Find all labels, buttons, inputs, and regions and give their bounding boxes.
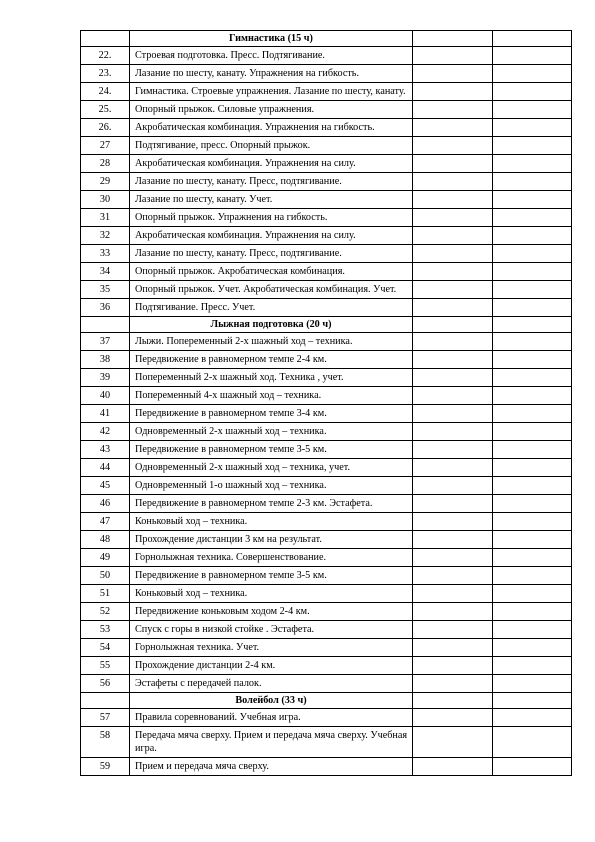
table-row bbox=[81, 441, 572, 459]
table-row bbox=[81, 459, 572, 477]
lesson-number: 53 bbox=[81, 621, 130, 639]
lesson-number: 27 bbox=[81, 137, 130, 155]
date-plan-cell bbox=[413, 191, 493, 209]
table-row bbox=[81, 351, 572, 369]
date-plan-cell bbox=[413, 675, 493, 693]
table-row bbox=[81, 758, 572, 776]
lesson-number: 40 bbox=[81, 387, 130, 405]
lesson-number: 57 bbox=[81, 709, 130, 727]
date-fact-cell bbox=[493, 65, 572, 83]
date-plan-cell bbox=[413, 709, 493, 727]
lesson-topic: Попеременный 2-х шажный ход. Техника , учет. bbox=[130, 369, 413, 387]
lesson-number: 34 bbox=[81, 263, 130, 281]
date-plan-cell bbox=[413, 441, 493, 459]
lesson-number: 41 bbox=[81, 405, 130, 423]
date-fact-cell bbox=[493, 675, 572, 693]
date-fact-cell bbox=[493, 351, 572, 369]
lesson-number: 26. bbox=[81, 119, 130, 137]
section-date-cell bbox=[413, 317, 493, 333]
date-plan-cell bbox=[413, 227, 493, 245]
date-plan-cell bbox=[413, 621, 493, 639]
lesson-topic: Прохождение дистанции 2-4 км. bbox=[130, 657, 413, 675]
date-fact-cell bbox=[493, 585, 572, 603]
date-fact-cell bbox=[493, 567, 572, 585]
date-fact-cell bbox=[493, 119, 572, 137]
lesson-number: 39 bbox=[81, 369, 130, 387]
date-plan-cell bbox=[413, 83, 493, 101]
lesson-number: 50 bbox=[81, 567, 130, 585]
lesson-number: 23. bbox=[81, 65, 130, 83]
lesson-number: 35 bbox=[81, 281, 130, 299]
lesson-topic: Коньковый ход – техника. bbox=[130, 585, 413, 603]
table-row bbox=[81, 657, 572, 675]
lesson-topic: Акробатическая комбинация. Упражнения на гибкость. bbox=[130, 119, 413, 137]
date-fact-cell bbox=[493, 227, 572, 245]
table-row bbox=[81, 101, 572, 119]
date-plan-cell bbox=[413, 351, 493, 369]
section-date-cell bbox=[413, 31, 493, 47]
date-fact-cell bbox=[493, 209, 572, 227]
table-row bbox=[81, 727, 572, 758]
lesson-number: 38 bbox=[81, 351, 130, 369]
lesson-number: 25. bbox=[81, 101, 130, 119]
lesson-topic: Лазание по шесту, канату. Упражнения на гибкость. bbox=[130, 65, 413, 83]
table-row bbox=[81, 603, 572, 621]
lesson-topic: Одновременный 2-х шажный ход – техника, учет. bbox=[130, 459, 413, 477]
lesson-number: 47 bbox=[81, 513, 130, 531]
date-plan-cell bbox=[413, 173, 493, 191]
date-plan-cell bbox=[413, 263, 493, 281]
table-row bbox=[81, 137, 572, 155]
lesson-topic: Горнолыжная техника. Совершенствование. bbox=[130, 549, 413, 567]
date-plan-cell bbox=[413, 495, 493, 513]
date-fact-cell bbox=[493, 531, 572, 549]
table-row bbox=[81, 47, 572, 65]
table-row bbox=[81, 495, 572, 513]
date-plan-cell bbox=[413, 281, 493, 299]
date-fact-cell bbox=[493, 441, 572, 459]
lesson-topic: Одновременный 1-о шажный ход – техника. bbox=[130, 477, 413, 495]
section-number-cell bbox=[81, 693, 130, 709]
date-fact-cell bbox=[493, 191, 572, 209]
table-row bbox=[81, 477, 572, 495]
lesson-topic: Передвижение в равномерном темпе 2-3 км. Эстафета. bbox=[130, 495, 413, 513]
lesson-number: 48 bbox=[81, 531, 130, 549]
date-fact-cell bbox=[493, 137, 572, 155]
lesson-topic: Прием и передача мяча сверху. bbox=[130, 758, 413, 776]
section-title: Волейбол (33 ч) bbox=[130, 693, 413, 709]
lesson-topic: Лазание по шесту, канату. Пресс, подтягивание. bbox=[130, 173, 413, 191]
date-plan-cell bbox=[413, 209, 493, 227]
lesson-number: 56 bbox=[81, 675, 130, 693]
date-fact-cell bbox=[493, 245, 572, 263]
date-plan-cell bbox=[413, 101, 493, 119]
date-plan-cell bbox=[413, 758, 493, 776]
date-plan-cell bbox=[413, 585, 493, 603]
lesson-number: 36 bbox=[81, 299, 130, 317]
table-row bbox=[81, 209, 572, 227]
table-row bbox=[81, 263, 572, 281]
lesson-topic: Спуск с горы в низкой стойке . Эстафета. bbox=[130, 621, 413, 639]
table-row bbox=[81, 155, 572, 173]
date-plan-cell bbox=[413, 119, 493, 137]
date-fact-cell bbox=[493, 639, 572, 657]
table-row bbox=[81, 423, 572, 441]
date-fact-cell bbox=[493, 495, 572, 513]
date-plan-cell bbox=[413, 549, 493, 567]
date-plan-cell bbox=[413, 47, 493, 65]
lesson-number: 32 bbox=[81, 227, 130, 245]
lesson-topic: Передвижение коньковым ходом 2-4 км. bbox=[130, 603, 413, 621]
date-fact-cell bbox=[493, 709, 572, 727]
table-row bbox=[81, 513, 572, 531]
lesson-topic: Передвижение в равномерном темпе 3-4 км. bbox=[130, 405, 413, 423]
date-fact-cell bbox=[493, 423, 572, 441]
table-row bbox=[81, 191, 572, 209]
date-fact-cell bbox=[493, 405, 572, 423]
date-plan-cell bbox=[413, 639, 493, 657]
lesson-number: 37 bbox=[81, 333, 130, 351]
section-date-cell bbox=[413, 693, 493, 709]
lesson-number: 45 bbox=[81, 477, 130, 495]
lesson-topic: Подтягивание, пресс. Опорный прыжок. bbox=[130, 137, 413, 155]
lesson-topic: Опорный прыжок. Акробатическая комбинация. bbox=[130, 263, 413, 281]
table-row bbox=[81, 549, 572, 567]
section-header-row bbox=[81, 31, 572, 47]
section-note-cell bbox=[493, 31, 572, 47]
lesson-topic: Передвижение в равномерном темпе 3-5 км. bbox=[130, 567, 413, 585]
lesson-topic: Одновременный 2-х шажный ход – техника. bbox=[130, 423, 413, 441]
lesson-topic: Опорный прыжок. Силовые упражнения. bbox=[130, 101, 413, 119]
lesson-number: 55 bbox=[81, 657, 130, 675]
section-note-cell bbox=[493, 317, 572, 333]
section-title: Гимнастика (15 ч) bbox=[130, 31, 413, 47]
lesson-number: 54 bbox=[81, 639, 130, 657]
date-fact-cell bbox=[493, 477, 572, 495]
lesson-topic: Подтягивание. Пресс. Учет. bbox=[130, 299, 413, 317]
table-row bbox=[81, 281, 572, 299]
lesson-topic: Лазание по шесту, канату. Учет. bbox=[130, 191, 413, 209]
date-plan-cell bbox=[413, 513, 493, 531]
table-row bbox=[81, 531, 572, 549]
date-fact-cell bbox=[493, 657, 572, 675]
lesson-number: 46 bbox=[81, 495, 130, 513]
date-fact-cell bbox=[493, 513, 572, 531]
table-row bbox=[81, 387, 572, 405]
lesson-number: 49 bbox=[81, 549, 130, 567]
date-plan-cell bbox=[413, 333, 493, 351]
table-row bbox=[81, 333, 572, 351]
table-row bbox=[81, 65, 572, 83]
date-plan-cell bbox=[413, 245, 493, 263]
date-plan-cell bbox=[413, 459, 493, 477]
lesson-number: 22. bbox=[81, 47, 130, 65]
date-plan-cell bbox=[413, 531, 493, 549]
lesson-number: 31 bbox=[81, 209, 130, 227]
section-title: Лыжная подготовка (20 ч) bbox=[130, 317, 413, 333]
date-fact-cell bbox=[493, 387, 572, 405]
lesson-topic: Лыжи. Попеременный 2-х шажный ход – техника. bbox=[130, 333, 413, 351]
lesson-topic: Горнолыжная техника. Учет. bbox=[130, 639, 413, 657]
date-fact-cell bbox=[493, 621, 572, 639]
date-fact-cell bbox=[493, 549, 572, 567]
lesson-topic: Передвижение в равномерном темпе 2-4 км. bbox=[130, 351, 413, 369]
date-plan-cell bbox=[413, 603, 493, 621]
section-number-cell bbox=[81, 31, 130, 47]
lesson-number: 28 bbox=[81, 155, 130, 173]
lesson-topic: Лазание по шесту, канату. Пресс, подтягивание. bbox=[130, 245, 413, 263]
lesson-number: 52 bbox=[81, 603, 130, 621]
table-row bbox=[81, 621, 572, 639]
table-row bbox=[81, 405, 572, 423]
lesson-topic: Акробатическая комбинация. Упражнения на силу. bbox=[130, 227, 413, 245]
date-fact-cell bbox=[493, 333, 572, 351]
lesson-topic: Коньковый ход – техника. bbox=[130, 513, 413, 531]
date-fact-cell bbox=[493, 155, 572, 173]
date-plan-cell bbox=[413, 657, 493, 675]
section-number-cell bbox=[81, 317, 130, 333]
table-row bbox=[81, 585, 572, 603]
date-fact-cell bbox=[493, 299, 572, 317]
date-plan-cell bbox=[413, 567, 493, 585]
lesson-number: 51 bbox=[81, 585, 130, 603]
date-fact-cell bbox=[493, 459, 572, 477]
date-fact-cell bbox=[493, 47, 572, 65]
date-fact-cell bbox=[493, 603, 572, 621]
table-row bbox=[81, 709, 572, 727]
date-plan-cell bbox=[413, 369, 493, 387]
date-fact-cell bbox=[493, 727, 572, 758]
date-plan-cell bbox=[413, 727, 493, 758]
lesson-number: 43 bbox=[81, 441, 130, 459]
lesson-number: 59 bbox=[81, 758, 130, 776]
date-plan-cell bbox=[413, 137, 493, 155]
lesson-topic: Прохождение дистанции 3 км на результат. bbox=[130, 531, 413, 549]
section-header-row bbox=[81, 317, 572, 333]
date-plan-cell bbox=[413, 65, 493, 83]
table-row bbox=[81, 83, 572, 101]
date-plan-cell bbox=[413, 155, 493, 173]
lesson-number: 29 bbox=[81, 173, 130, 191]
lesson-topic: Попеременный 4-х шажный ход – техника. bbox=[130, 387, 413, 405]
date-fact-cell bbox=[493, 83, 572, 101]
lesson-topic: Опорный прыжок. Учет. Акробатическая комбинация. Учет. bbox=[130, 281, 413, 299]
date-fact-cell bbox=[493, 369, 572, 387]
date-fact-cell bbox=[493, 101, 572, 119]
lesson-topic: Передвижение в равномерном темпе 3-5 км. bbox=[130, 441, 413, 459]
date-fact-cell bbox=[493, 758, 572, 776]
date-plan-cell bbox=[413, 405, 493, 423]
lesson-topic: Эстафеты с передачей палок. bbox=[130, 675, 413, 693]
date-plan-cell bbox=[413, 387, 493, 405]
lesson-number: 24. bbox=[81, 83, 130, 101]
date-fact-cell bbox=[493, 281, 572, 299]
table-row bbox=[81, 173, 572, 191]
lesson-number: 30 bbox=[81, 191, 130, 209]
date-fact-cell bbox=[493, 173, 572, 191]
table-row bbox=[81, 299, 572, 317]
table-row bbox=[81, 119, 572, 137]
section-header-row bbox=[81, 693, 572, 709]
lesson-number: 33 bbox=[81, 245, 130, 263]
date-plan-cell bbox=[413, 299, 493, 317]
lesson-table-body bbox=[81, 31, 572, 776]
lesson-topic: Опорный прыжок. Упражнения на гибкость. bbox=[130, 209, 413, 227]
table-row bbox=[81, 227, 572, 245]
date-plan-cell bbox=[413, 477, 493, 495]
section-note-cell bbox=[493, 693, 572, 709]
lesson-table bbox=[80, 30, 572, 776]
table-row bbox=[81, 245, 572, 263]
lesson-topic: Передача мяча сверху. Прием и передача мяча сверху. Учебная игра. bbox=[130, 727, 413, 758]
lesson-number: 58 bbox=[81, 727, 130, 758]
lesson-topic: Акробатическая комбинация. Упражнения на силу. bbox=[130, 155, 413, 173]
table-row bbox=[81, 369, 572, 387]
lesson-number: 44 bbox=[81, 459, 130, 477]
table-row bbox=[81, 567, 572, 585]
lesson-number: 42 bbox=[81, 423, 130, 441]
table-row bbox=[81, 675, 572, 693]
lesson-plan-sheet bbox=[80, 30, 571, 776]
lesson-topic: Строевая подготовка. Пресс. Подтягивание. bbox=[130, 47, 413, 65]
date-plan-cell bbox=[413, 423, 493, 441]
lesson-topic: Правила соревнований. Учебная игра. bbox=[130, 709, 413, 727]
date-fact-cell bbox=[493, 263, 572, 281]
table-row bbox=[81, 639, 572, 657]
lesson-topic: Гимнастика. Строевые упражнения. Лазание по шесту, канату. bbox=[130, 83, 413, 101]
